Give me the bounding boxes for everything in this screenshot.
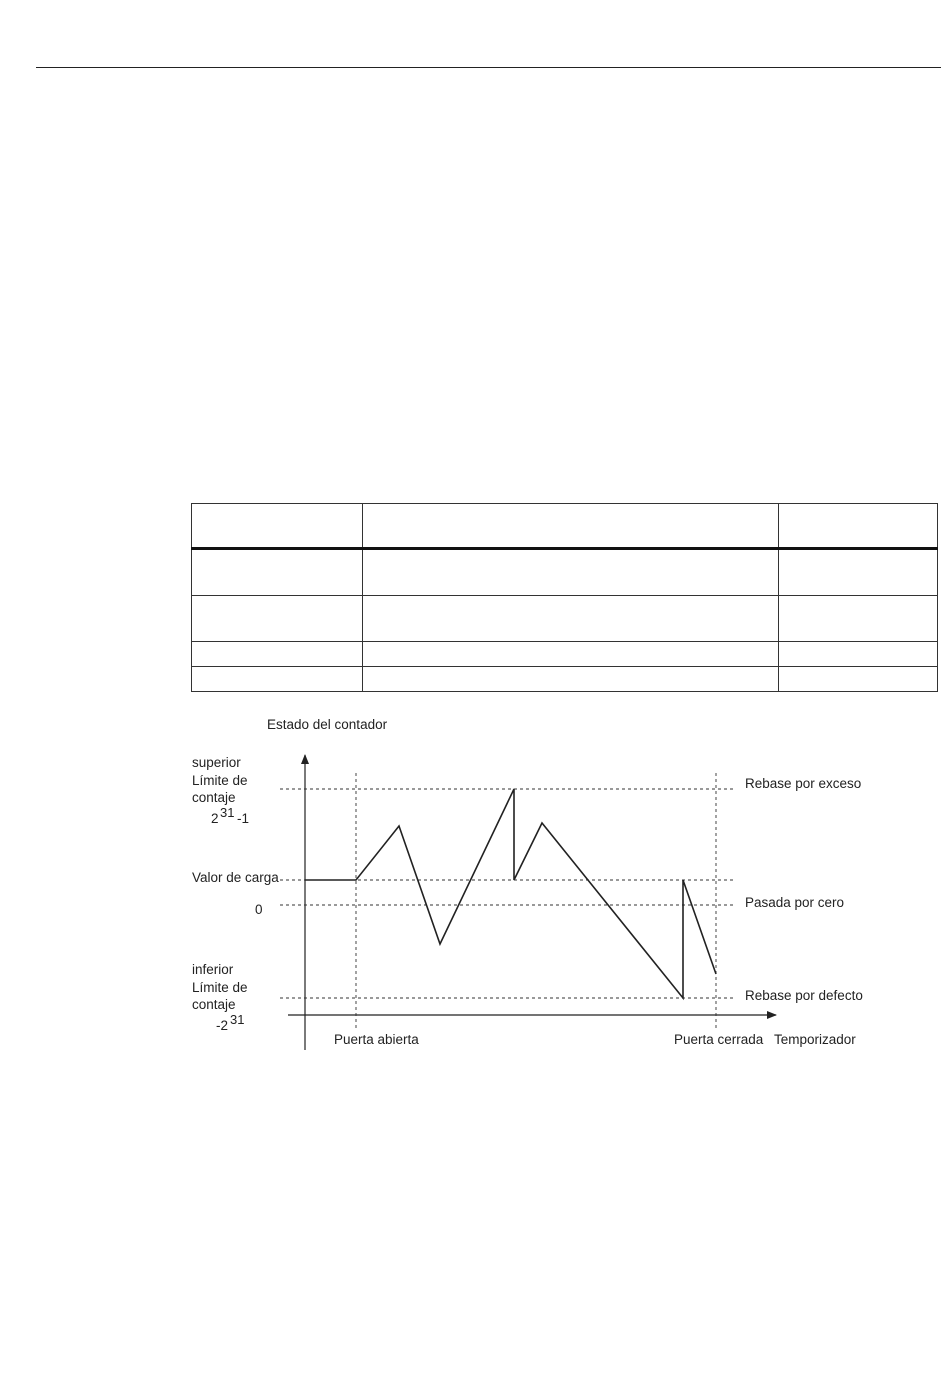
gate-closed-label: Puerta cerrada xyxy=(674,1032,764,1047)
load-value-label: Valor de carga xyxy=(192,870,279,885)
upper-limit-label: Límite de xyxy=(192,773,248,788)
underflow-label: Rebase por defecto xyxy=(745,988,863,1003)
zero-crossing-label: Pasada por cero xyxy=(745,895,845,910)
lower-limit-exponent: 31 xyxy=(230,1012,245,1027)
gate-open-label: Puerta abierta xyxy=(334,1032,419,1047)
upper-limit-tail: -1 xyxy=(237,811,250,826)
counter-curve xyxy=(305,789,716,998)
lower-limit-label: Límite de xyxy=(192,980,248,995)
upper-limit-exponent: 31 xyxy=(220,805,235,820)
y-axis-title: Estado del contador xyxy=(267,717,388,732)
lower-limit-label: contaje xyxy=(192,997,236,1012)
upper-limit-value: 2 xyxy=(211,811,219,826)
overflow-label: Rebase por exceso xyxy=(745,776,862,791)
lower-limit-value: -2 xyxy=(216,1018,229,1033)
timer-label: Temporizador xyxy=(774,1032,856,1047)
lower-limit-label: inferior xyxy=(192,962,234,977)
upper-limit-label: contaje xyxy=(192,790,236,805)
upper-limit-label: superior xyxy=(192,755,241,770)
zero-label: 0 xyxy=(255,902,263,917)
